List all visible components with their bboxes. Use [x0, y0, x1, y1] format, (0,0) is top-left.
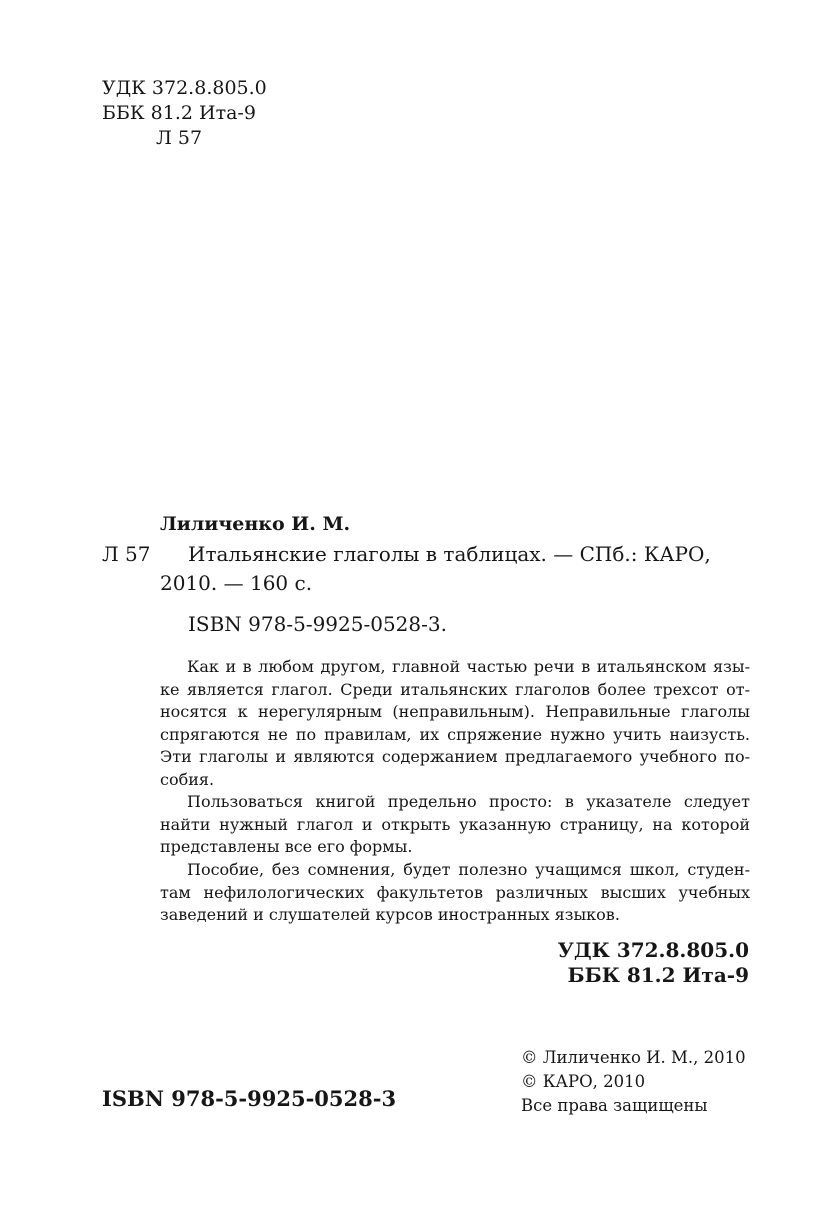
udk-code-bottom: УДК 372.8.805.0	[557, 938, 749, 962]
footer-isbn: ISBN 978-5-9925-0528-3	[102, 1086, 397, 1111]
annotation-line: заведений и слушателей курсов иностранных языков.	[160, 905, 620, 924]
copyright-author: © Лиличенко И. М., 2010	[521, 1048, 746, 1067]
entry-mark: Л 57	[102, 542, 151, 566]
annotation-line: собия.	[160, 769, 215, 789]
author-mark-top: Л 57	[156, 127, 203, 149]
annotation-line: ке является глагол. Среди итальянских глаголов более трехсот от-	[160, 679, 750, 699]
annotation-paragraph-1	[160, 656, 750, 791]
entry-isbn: ISBN 978-5-9925-0528-3.	[188, 612, 447, 636]
annotation-line: найти нужный глагол и открыть указанную страницу, на которой	[160, 814, 750, 834]
annotation-paragraph-2	[160, 791, 750, 859]
udk-code-top: УДК 372.8.805.0	[102, 77, 267, 99]
annotation-line: спрягаются не по правилам, их спряжение нужно учить наизусть.	[160, 724, 750, 744]
entry-author: Лиличенко И. М.	[160, 513, 351, 535]
annotation-line: представлены все его формы.	[160, 837, 413, 856]
annotation-line: там нефилологических факультетов различных высших учебных	[160, 882, 750, 902]
entry-title-line1: Итальянские глаголы в таблицах. — СПб.: КАРО,	[188, 542, 711, 566]
annotation-line: Эти глаголы и являются содержанием предлагаемого учебного по-	[160, 747, 750, 766]
annotation-line: носятся к нерегулярным (неправильным). Неправильные глаголы	[160, 702, 750, 721]
annotation-line: Пользоваться книгой предельно просто: в указателе следует	[187, 792, 750, 811]
rights-reserved: Все права защищены	[521, 1096, 708, 1115]
bbk-code-bottom: ББК 81.2 Ита-9	[567, 963, 749, 987]
bbk-code-top: ББК 81.2 Ита-9	[102, 102, 256, 124]
entry-title-line2: 2010. — 160 с.	[160, 571, 313, 595]
annotation-line: Пособие, без сомнения, будет полезно учащимся школ, студен-	[187, 860, 750, 879]
annotation-line: Как и в любом другом, главной частью речи в итальянском язы-	[187, 657, 750, 676]
annotation-paragraph-3	[160, 859, 750, 927]
copyright-publisher: © КАРО, 2010	[521, 1072, 646, 1091]
